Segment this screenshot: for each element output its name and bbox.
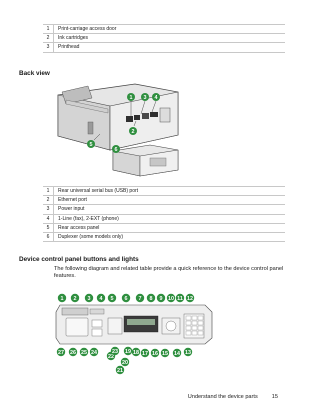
svg-text:23: 23 bbox=[112, 349, 118, 355]
back-view-heading: Back view bbox=[19, 70, 50, 77]
svg-text:4: 4 bbox=[154, 95, 158, 101]
part-label: Ethernet port bbox=[54, 196, 286, 205]
svg-text:3: 3 bbox=[87, 296, 91, 302]
callout-23 bbox=[111, 347, 119, 355]
callout-18 bbox=[132, 348, 140, 356]
callout-10 bbox=[167, 294, 175, 302]
callout-3 bbox=[85, 294, 93, 302]
callout-14 bbox=[173, 349, 181, 357]
part-label: Duplexer (some models only) bbox=[54, 232, 286, 241]
footer-section-title: Understand the device parts bbox=[187, 394, 258, 400]
control-panel-intro: The following diagram and related table provide a quick reference to the device control panel features. bbox=[54, 266, 284, 279]
svg-text:1: 1 bbox=[60, 296, 64, 302]
part-number: 4 bbox=[43, 214, 54, 223]
callout-27 bbox=[57, 348, 65, 356]
svg-text:4: 4 bbox=[99, 296, 103, 302]
part-label: Ink cartridges bbox=[54, 34, 286, 43]
svg-text:2: 2 bbox=[131, 129, 135, 135]
callout-1 bbox=[58, 294, 66, 302]
part-number: 6 bbox=[43, 232, 54, 241]
callout-20 bbox=[121, 358, 129, 366]
part-number: 2 bbox=[43, 196, 54, 205]
part-number: 5 bbox=[43, 223, 54, 232]
callout-21 bbox=[116, 366, 124, 374]
part-number: 2 bbox=[43, 34, 54, 43]
part-label: 1-Line (fax), 2-EXT (phone) bbox=[54, 214, 286, 223]
callout-16 bbox=[151, 349, 159, 357]
svg-text:10: 10 bbox=[168, 296, 174, 302]
svg-text:13: 13 bbox=[185, 350, 191, 356]
callout-24 bbox=[90, 348, 98, 356]
svg-text:14: 14 bbox=[174, 351, 180, 357]
callout-6 bbox=[122, 294, 130, 302]
svg-text:6: 6 bbox=[124, 296, 128, 302]
svg-text:5: 5 bbox=[89, 142, 93, 148]
svg-text:5: 5 bbox=[110, 296, 114, 302]
part-label: Rear universal serial bus (USB) port bbox=[54, 187, 286, 196]
svg-text:21: 21 bbox=[117, 368, 123, 374]
part-label: Rear access panel bbox=[54, 223, 286, 232]
callout-17 bbox=[141, 349, 149, 357]
svg-text:1: 1 bbox=[129, 95, 133, 101]
svg-text:16: 16 bbox=[152, 351, 158, 357]
callout-19 bbox=[124, 347, 132, 355]
callout-25 bbox=[80, 348, 88, 356]
svg-text:18: 18 bbox=[133, 350, 139, 356]
part-label: Printhead bbox=[54, 43, 286, 52]
svg-text:15: 15 bbox=[162, 351, 168, 357]
svg-text:3: 3 bbox=[143, 95, 147, 101]
svg-text:2: 2 bbox=[73, 296, 77, 302]
page-number: 15 bbox=[271, 394, 278, 400]
control-panel-heading: Device control panel buttons and lights bbox=[19, 256, 139, 263]
svg-text:9: 9 bbox=[159, 296, 163, 302]
part-label: Print-carriage access door bbox=[54, 25, 286, 34]
callout-15 bbox=[161, 349, 169, 357]
page-footer bbox=[188, 394, 278, 400]
svg-text:8: 8 bbox=[149, 296, 153, 302]
callout-13 bbox=[184, 348, 192, 356]
svg-text:7: 7 bbox=[138, 296, 142, 302]
svg-text:12: 12 bbox=[187, 296, 193, 302]
svg-text:19: 19 bbox=[125, 349, 131, 355]
svg-text:20: 20 bbox=[122, 360, 128, 366]
part-label: Power input bbox=[54, 205, 286, 214]
svg-text:6: 6 bbox=[114, 147, 118, 153]
svg-text:11: 11 bbox=[177, 296, 183, 302]
callout-11 bbox=[176, 294, 184, 302]
part-number: 1 bbox=[43, 187, 54, 196]
part-number: 3 bbox=[43, 205, 54, 214]
part-number: 3 bbox=[43, 43, 54, 52]
callout-9 bbox=[157, 294, 165, 302]
svg-text:24: 24 bbox=[91, 350, 97, 356]
callout-4 bbox=[97, 294, 105, 302]
callout-7 bbox=[136, 294, 144, 302]
svg-text:17: 17 bbox=[142, 351, 148, 357]
part-number: 1 bbox=[43, 25, 54, 34]
svg-text:27: 27 bbox=[58, 350, 64, 356]
svg-text:26: 26 bbox=[70, 350, 76, 356]
callout-2 bbox=[71, 294, 79, 302]
callout-5 bbox=[108, 294, 116, 302]
callout-12 bbox=[186, 294, 194, 302]
svg-text:22: 22 bbox=[108, 354, 114, 360]
callout-26 bbox=[69, 348, 77, 356]
svg-text:25: 25 bbox=[81, 350, 87, 356]
callout-8 bbox=[147, 294, 155, 302]
